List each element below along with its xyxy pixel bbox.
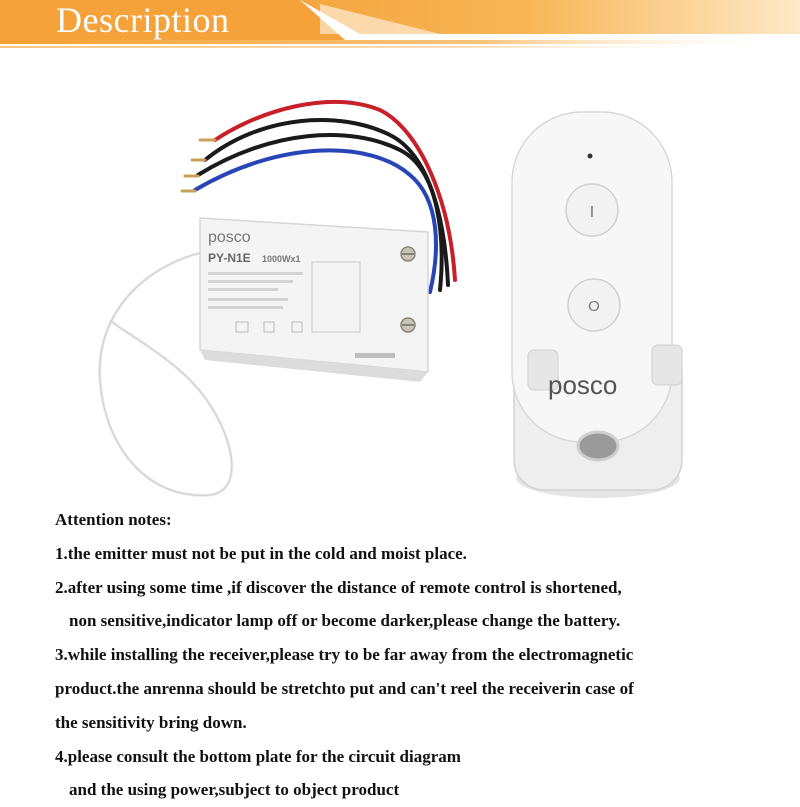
note-line-3-cont: product.the anrenna should be stretchto put and can't reel the receiverin case of [55,678,634,698]
note-line-2: 2.after using some time ,if discover the distance of remote control is shortened, [55,577,622,597]
receiver-brand: posco [208,229,251,246]
note-line-4: 4.please consult the bottom plate for the circuit diagram [55,746,461,766]
remote-brand: posco [548,370,618,400]
note-line-1: 1.the emitter must not be put in the cold and moist place. [55,543,467,563]
description-banner [0,0,800,52]
banner-title: Description [56,0,230,40]
product-photo [0,60,800,500]
off-button-label: O [588,298,600,315]
note-line-3-end: the sensitivity bring down. [55,712,247,732]
receiver-box [200,218,428,382]
remote-control [512,112,682,498]
attention-notes [55,503,795,807]
notes-heading: Attention notes: [55,510,172,529]
note-line-4-cont: and the using power,subject to object product [69,780,400,800]
indicator-lamp-icon [588,154,593,159]
note-line-3: 3.while installing the receiver,please try to be far away from the electromagnetic [55,645,634,665]
on-button-label: I [589,204,595,221]
note-line-2-cont: non sensitive,indicator lamp off or become darker,please change the battery. [69,611,621,631]
receiver-rating: 1000Wx1 [262,254,301,264]
keyring-hole-icon [578,432,618,460]
receiver-model: PY-N1E [208,251,251,265]
